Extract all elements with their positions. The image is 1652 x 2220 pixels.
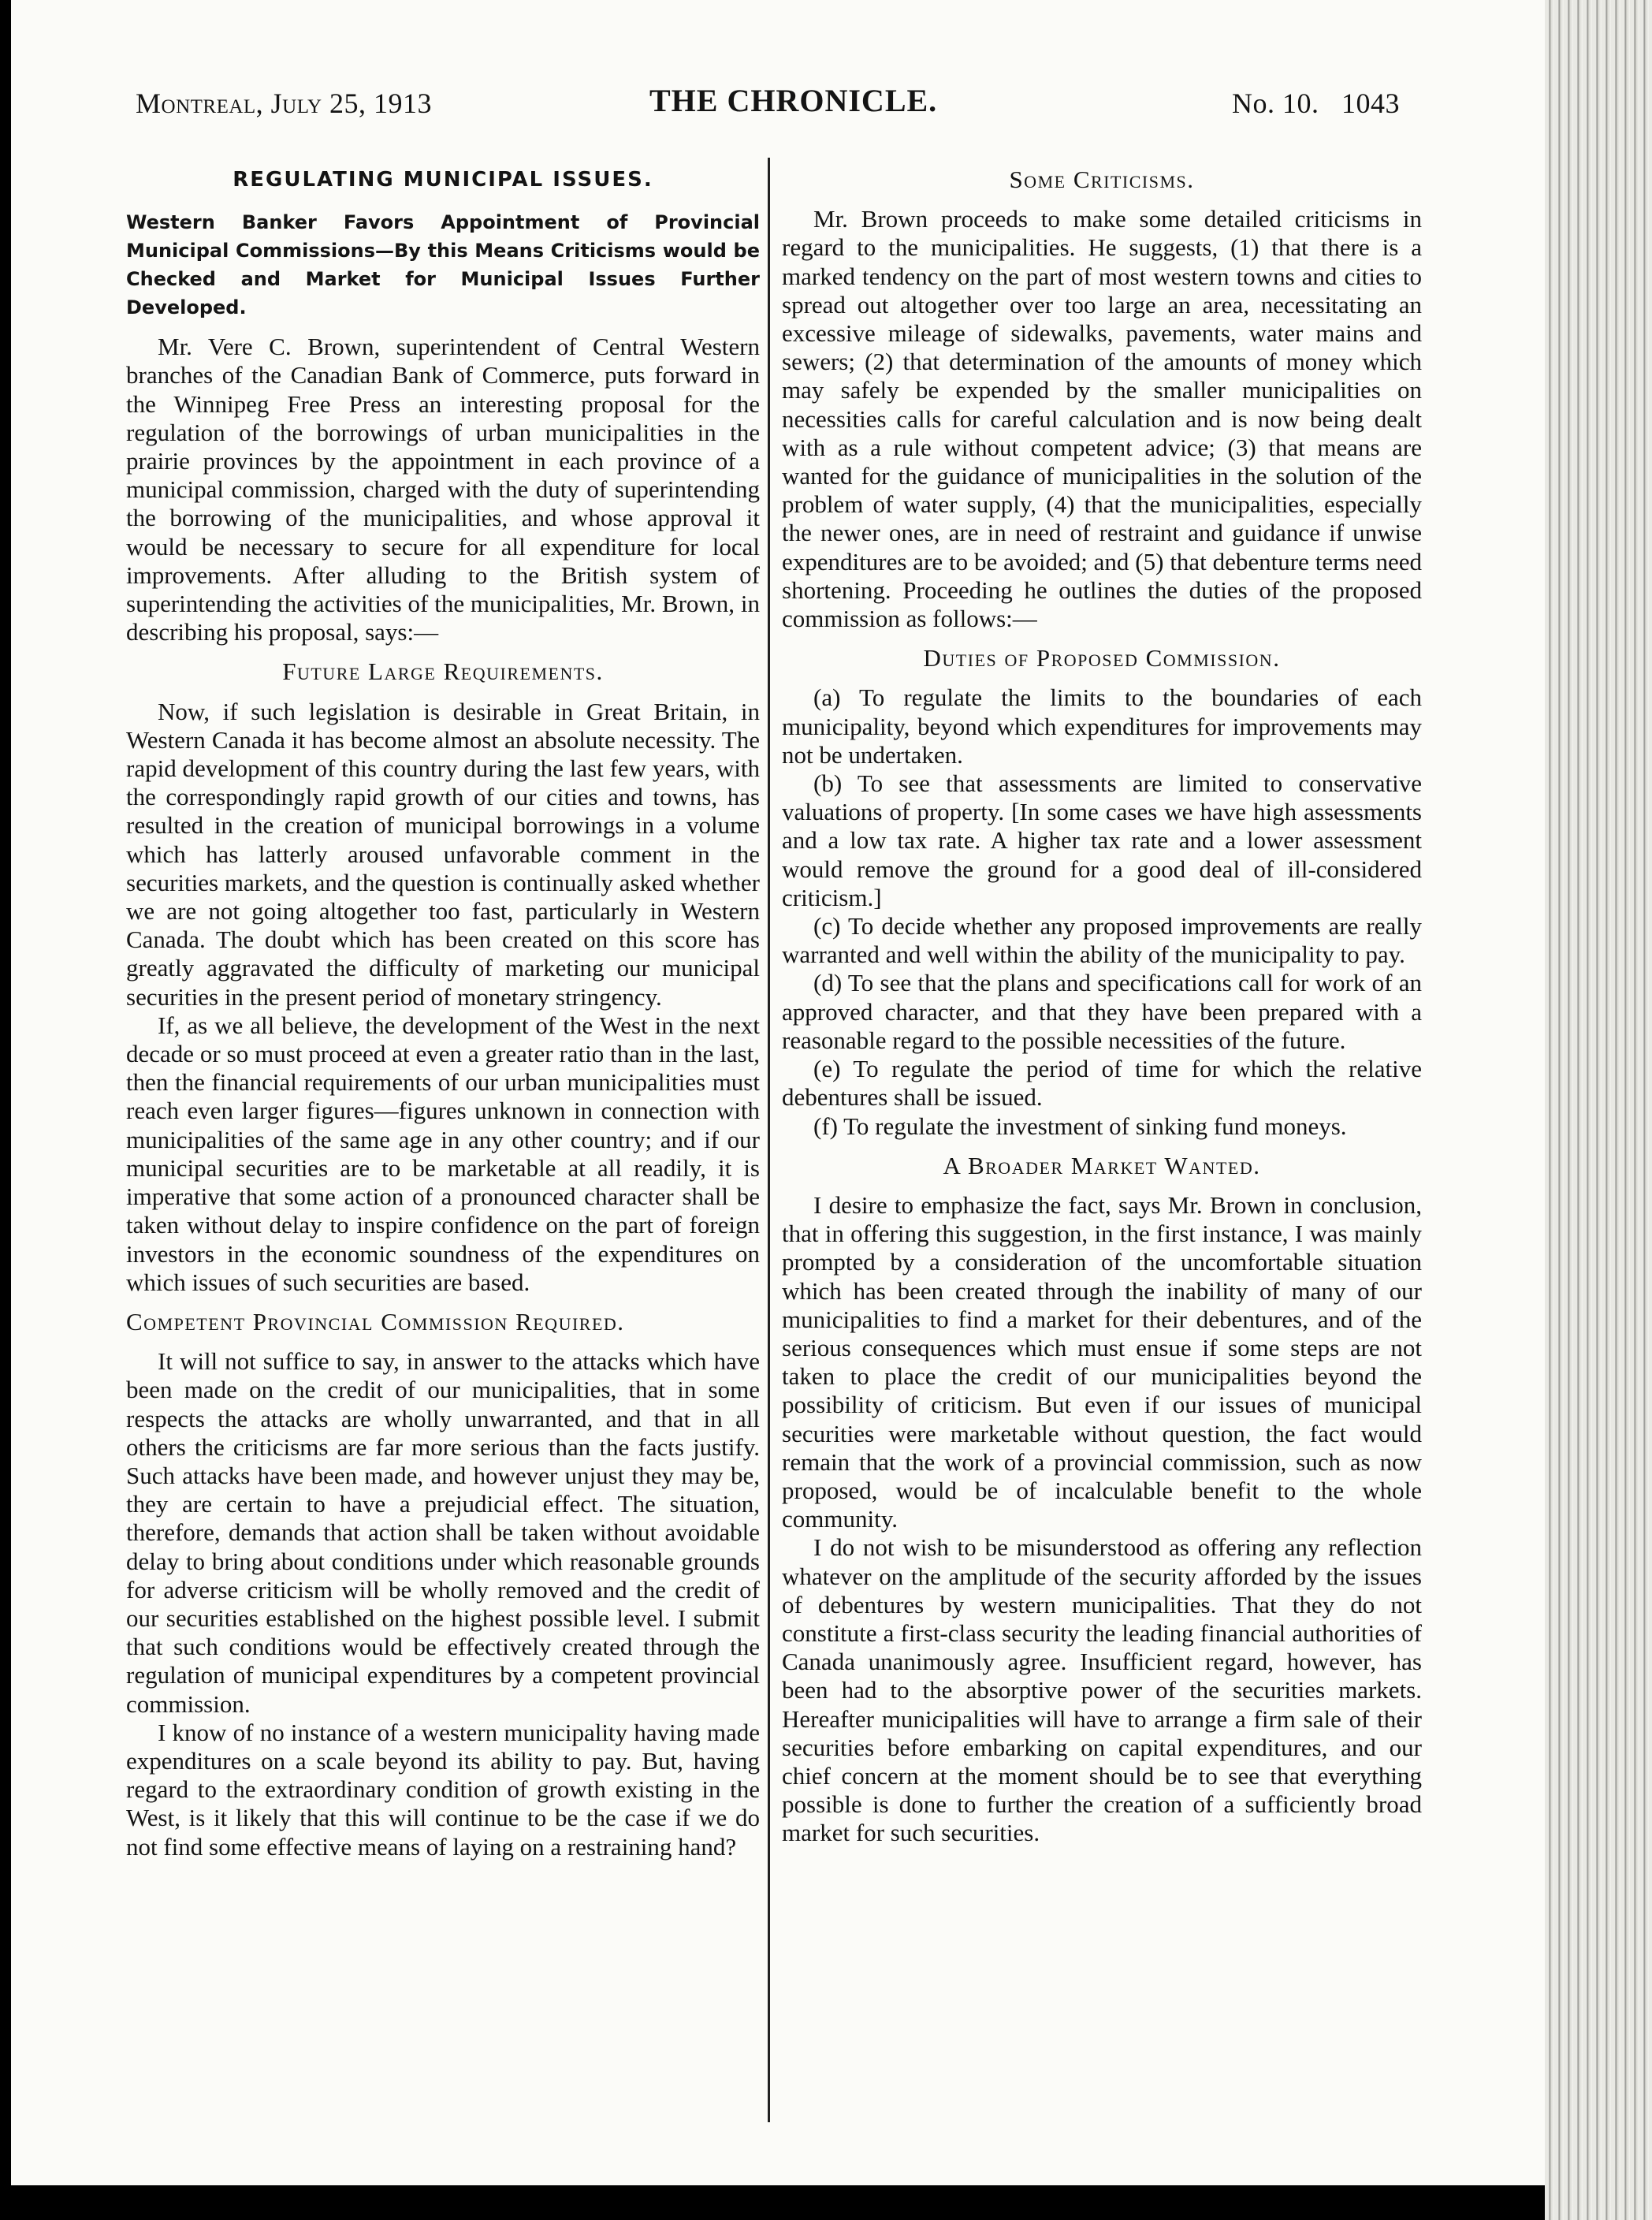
paragraph: Mr. Brown proceeds to make some detailed criticisms in regard to the municipalities. He suggests, (1) that there is a marked tendency on the part of most western towns and cities to spread out altogether over too large an area, necessitating an excessive mileage of sidewalks, pavements, water mains and sewers; (2) that determination of the amounts of money which may safely be expended by the smaller municipalities on necessities calls for careful calculation and is now being dealt with as a rule without competent advice; (3) that means are wanted for the guidance of municipalities in the solution of the problem of water supply, (4) that the municipalities, especially the newer ones, are in need of restraint and guidance if unwise expenditures are to be avoided; and (5) that debenture terms need shortening. Proceeding he outlines the duties of the proposed commission as follows:— — [782, 205, 1422, 633]
duty-item: (f) To regulate the investment of sinking fund moneys. — [813, 1112, 1347, 1140]
header-location-date: Montreal, July 25, 1913 — [136, 88, 433, 119]
article-headline: REGULATING MUNICIPAL ISSUES. — [233, 168, 653, 192]
paragraph: I know of no instance of a western municipality having made expenditures on a scale beyond its ability to pay. But, having regard to the extraordinary condition of growth existing in the West, is it likely that this will continue to be the case if we do not find some effective means of laying on a restraining hand? — [126, 1718, 760, 1861]
running-header — [128, 79, 1400, 129]
duty-item: (e) To regulate the period of time for which the relative debentures shall be issued. — [782, 1055, 1422, 1112]
newspaper-page — [11, 0, 1545, 2185]
paragraph: I desire to emphasize the fact, says Mr. Brown in conclusion, that in offering this suggestion, in the first instance, I was mainly prompted by a consideration of the uncomfortable situation which has been created through the inability of many of our municipalities to find a market for their debentures, and of the serious consequences which must ensue if some steps are not taken to place the credit of our municipalities beyond the possibility of criticism. But even if our issues of municipal securities were marketable without question, the fact would remain that the work of a provincial commission, such as now proposed, would be of incalculable benefit to the whole community. — [782, 1190, 1422, 1533]
duty-item: (d) To see that the plans and specifications call for work of an approved character, and that they have been prepared with a reasonable regard to the possible necessities of the future. — [782, 969, 1422, 1054]
article-deck: Western Banker Favors Appointment of Provincial Municipal Commissions—By this Means Criticisms would be Checked and Market for Municipal Issues Further Developed. — [126, 211, 760, 319]
duty-item: (c) To decide whether any proposed improvements are really warranted and well within the ability of the municipality to pay. — [782, 912, 1422, 969]
paragraph: It will not suffice to say, in answer to the attacks which have been made on the credit of our municipalities, that in some respects the attacks are wholly unwarranted, and that in all others the criticisms are far more serious than the facts justify. Such attacks have been made, and however unjust they may be, they are certain to have a prejudicial effect. The situation, therefore, demands that action shall be taken without avoidable delay to bring about conditions under which reasonable grounds for adverse criticism will be wholly removed and the credit of our securities established on the highest possible level. I submit that such conditions would be effectively created through the regulation of municipal expenditures by a competent provincial commission. — [126, 1347, 760, 1718]
left-column — [126, 164, 760, 1861]
intro-paragraph: Mr. Vere C. Brown, superintendent of Central Western branches of the Canadian Bank of Commerce, puts forward in the Winnipeg Free Press an interesting proposal for the regulation of the borrowings of urban municipalities in the prairie provinces by the appointment in each province of a municipal commission, charged with the duty of superintending the borrowing of the municipalities, and whose approval it would be necessary to secure for all expenditure for local improvements. After alluding to the British system of superintending the activities of the municipalities, Mr. Brown, in describing his proposal, says:— — [126, 333, 760, 646]
paragraph: Now, if such legislation is desirable in Great Britain, in Western Canada it has become almost an absolute necessity. The rapid development of this country during the last few years, with the correspondingly rapid growth of our cities and towns, has resulted in the creation of municipal borrowings in a volume which has latterly aroused unfavorable comment in the securities markets, and the question is continually asked whether we are not going altogether too fast, particularly in Western Canada. The doubt which has been created on this score has greatly aggravated the difficulty of marketing our municipal securities in the present period of monetary stringency. — [126, 697, 760, 1011]
header-publication-title: THE CHRONICLE. — [649, 83, 938, 118]
subhead-some-criticisms: Some Criticisms. — [1009, 166, 1195, 193]
right-column — [782, 164, 1422, 1848]
column-divider — [768, 158, 770, 2122]
paragraph: I do not wish to be misunderstood as offering any reflection whatever on the amplitude of the security afforded by the issues of debentures by western municipalities. That they do not constitute a first-class security the leading financial authorities of Canada unanimously agree. Insufficient regard, however, has been had to the absorptive power of the securities markets. Hereafter municipalities will have to arrange a firm sale of their securities before embarking on capital expenditures, and our chief concern at the moment should be to see that everything possible is done to further the creation of a sufficiently broad market for such securities. — [782, 1533, 1422, 1847]
duty-item: (a) To regulate the limits to the boundaries of each municipality, beyond which expenditures for improvements may not be undertaken. — [782, 684, 1422, 769]
subhead-duties-commission: Duties of Proposed Commission. — [923, 644, 1281, 672]
duty-item: (b) To see that assessments are limited to conservative valuations of property. [In some cases we have high assessments and a low tax rate. A higher tax rate and a lower assessment would remove the ground for a good deal of ill-considered criticism.] — [782, 769, 1422, 911]
header-issue-page: No. 10. 1043 — [1232, 88, 1400, 119]
subhead-broader-market: A Broader Market Wanted. — [943, 1151, 1261, 1179]
subhead-future-requirements: Future Large Requirements. — [282, 657, 604, 686]
paragraph: If, as we all believe, the development of the West in the next decade or so must proceed at even a greater ratio than in the last, then the financial requirements of our urban municipalities must reach even larger figures—figures unknown in connection with municipalities of the same age in any other country; and if our municipal securities are to be marketable at all readily, it is imperative that some action of a pronounced character shall be taken without delay to inspire confidence on the part of foreign investors in the economic soundness of the expenditures on which issues of such securities are based. — [126, 1011, 760, 1296]
book-page-edges — [1545, 0, 1652, 2220]
subhead-competent-commission: Competent Provincial Commission Required. — [126, 1307, 625, 1335]
